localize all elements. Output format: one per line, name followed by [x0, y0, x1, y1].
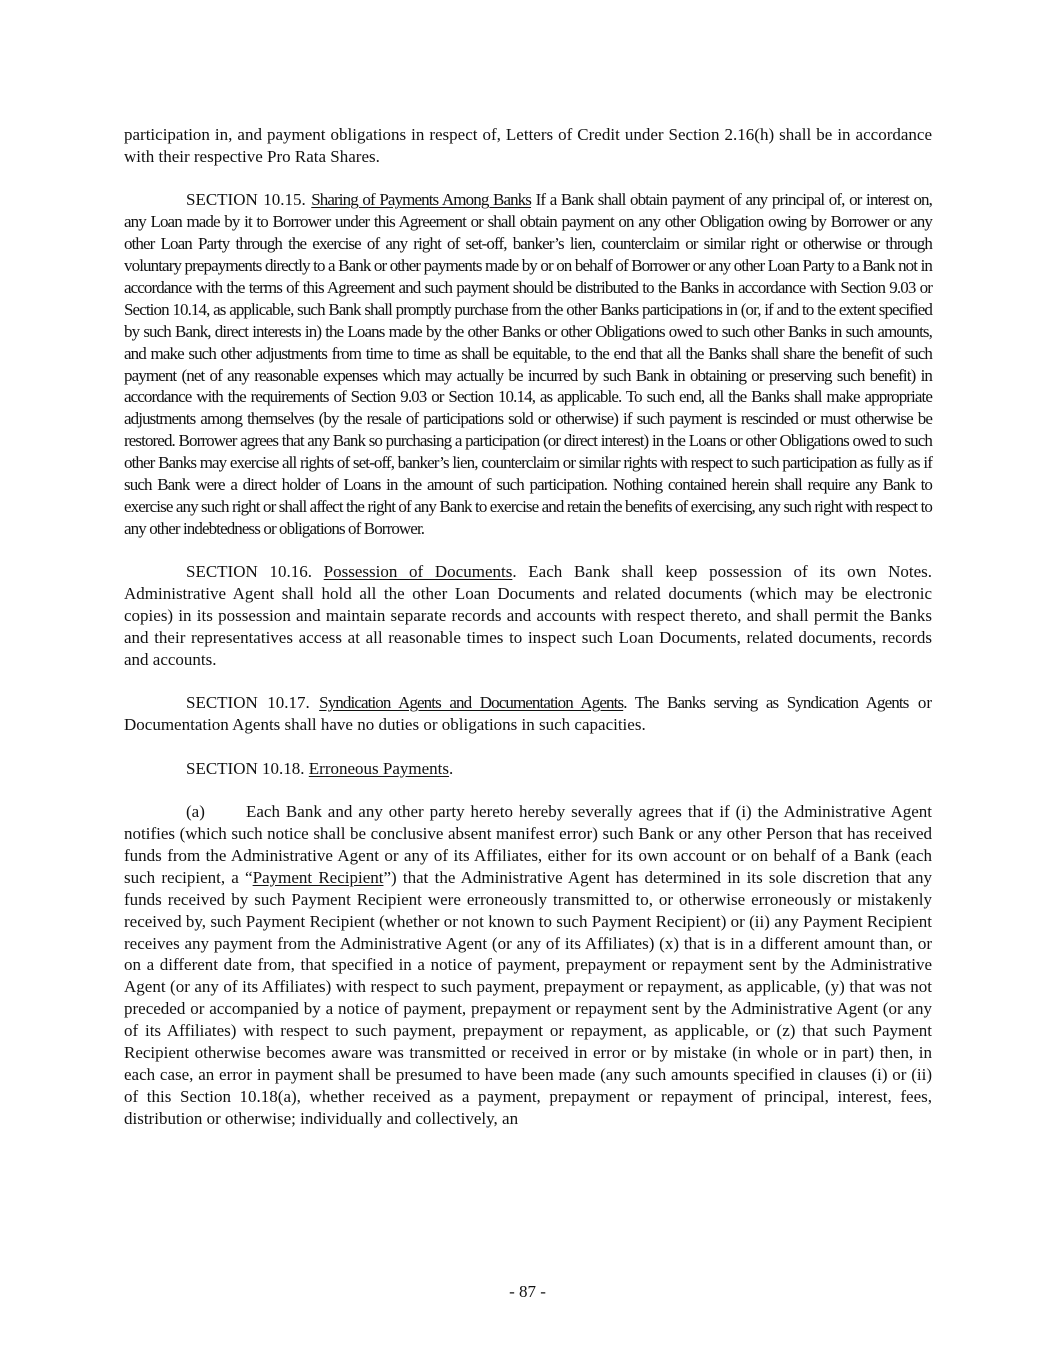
section-number: SECTION 10.16. [186, 562, 312, 582]
section-10-15 [124, 189, 932, 540]
section-body: . [449, 758, 454, 778]
section-10-16 [124, 561, 932, 671]
section-heading: Syndication Agents and Documentation Agents [319, 693, 624, 713]
section-number: SECTION 10.18. [186, 758, 305, 778]
continuation-paragraph [124, 124, 932, 168]
defined-term: Payment Recipient [252, 867, 384, 887]
page-number: - 87 - [509, 1282, 546, 1301]
section-body: . Each Bank shall keep possession of its own Notes. Administrative Agent shall hold all the other Loan Documents and related documents (which may be electronic copies) in its possession and maintain separate records and accounts with respect thereto, and shall permit the Banks and their representatives access at all reasonable times to inspect such Loan Documents, related documents, records and accounts. [124, 562, 933, 669]
section-number: SECTION 10.17. [186, 693, 310, 713]
section-10-17 [124, 692, 932, 736]
section-heading: Sharing of Payments Among Banks [311, 190, 532, 210]
paragraph-text: participation in, and payment obligations in respect of, Letters of Credit under Section 2.16(h) shall be in accordance with their respective Pro Rata Shares. [124, 125, 932, 166]
clause-label: (a) [186, 802, 205, 822]
section-heading: Erroneous Payments [308, 758, 450, 778]
section-10-18-a [124, 801, 932, 1130]
section-body: or Documentation Agents shall have no duties or obligations in such capacities. [124, 693, 933, 735]
section-10-18 [124, 758, 932, 780]
document-page [124, 124, 932, 1151]
clause-body: Each Bank and any other party hereto hereby severally agrees that if (i) the Administrative Agent notifies (which such notice shall be conclusive absent manifest error) such Bank or any other Person that has received funds from the Administrative Agent or any of its Affiliates, either for its own account or on behalf of a Bank (each such recipient, a “ [124, 802, 932, 887]
section-body-first-line: . The Banks serving as Syndication Agents [623, 693, 909, 713]
section-body: If a Bank shall obtain payment of any principal of, or interest on, any Loan made by it to Borrower under this Agreement or shall obtain payment on any other Obligation owing by Borrower or any other Loan Party through the exercise of any right of set-off, banker’s lien, counterclaim or similar right or otherwise or through voluntary prepayments directly to a Bank or other payments made by or on behalf of Borrower or any other Loan Party to a Bank not in accordance with the terms of this Agreement and such payment should be distributed to the Banks in accordance with Section 9.03 or Section 10.14, as applicable, such Bank shall promptly purchase from the other Banks participations in (or, if and to the extent specified by such Bank, direct interests in) the Loans made by the other Banks or other Obligations owed to such other Banks in such amounts, and make such other adjustments from time to time as shall be equitable, to the end that all the Banks shall share the benefit of such payment (net of any reasonable expenses which may actually be incurred by such Bank in obtaining or preserving such benefit) in accordance with the requirements of Section 9.03 or Section 10.14, as applicable. To such end, all the Banks shall make appropriate adjustments among themselves (by the resale of participations sold or otherwise) if such payment is rescinded or must otherwise be restored. Borrower agrees that any Bank so purchasing a participation (or direct interest) in the Loans or other Obligations owed to such other Banks may exercise all rights of set-off, banker’s lien, counterclaim or similar rights with respect to such participation as fully as if such Bank were a direct holder of Loans in the amount of such participation. Nothing contained herein shall require any Bank to exercise any such right or shall affect the right of any Bank to exercise and retain the benefits of exercising, any such right with respect to any other indebtedness or obligations of Borrower. [124, 190, 932, 538]
section-number: SECTION 10.15. [186, 190, 306, 210]
clause-body-continued: ”) that the Administrative Agent has determined in its sole discretion that any funds received by such Payment Recipient were erroneously transmitted to, or otherwise erroneously or mistakenly received by, such Payment Recipient (whether or not known to such Payment Recipient) or (ii) any Payment Recipient receives any payment from the Administrative Agent (or any of its Affiliates) (x) that is in a different amount than, or on a different date from, that specified in a notice of payment, prepayment or repayment sent by the Administrative Agent (or any of its Affiliates) with respect to such payment, prepayment or repayment, as applicable, (y) that was not preceded or accompanied by a notice of payment, prepayment or repayment sent by the Administrative Agent (or any of its Affiliates) with respect to such payment, prepayment or repayment, as applicable, or (z) that such Payment Recipient otherwise becomes aware was transmitted or received in error or by mistake (in whole or in part) then, in each case, an error in payment shall be presumed to have been made (any such amounts specified in clauses (i) or (ii) of this Section 10.18(a), whether received as a payment, prepayment or repayment of principal, interest, fees, distribution or otherwise; individually and collectively, an [124, 867, 933, 1128]
section-heading: Possession of Documents [323, 562, 513, 582]
